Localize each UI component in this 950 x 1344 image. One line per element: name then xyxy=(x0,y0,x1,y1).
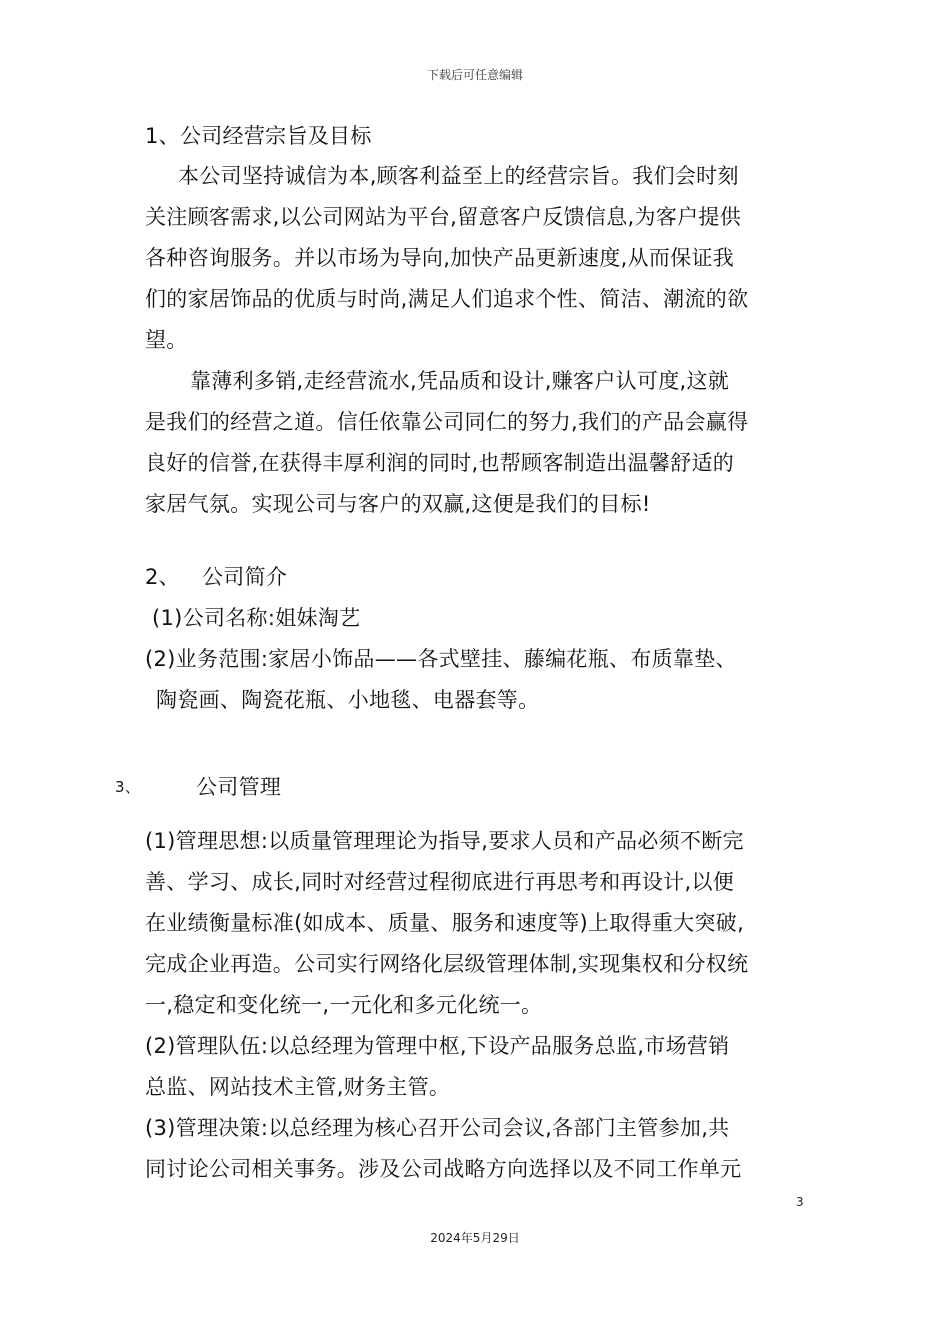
section-number: 2、 xyxy=(145,565,180,589)
paragraph-line: 是我们的经营之道。信任依靠公司同仁的努力,我们的产品会赢得 xyxy=(145,410,749,434)
paragraph-line: (1)管理思想:以质量管理理论为指导,要求人员和产品必须不断完 xyxy=(145,829,744,853)
section-number: 3、 xyxy=(115,778,141,796)
footer-date: 2024年5月29日 xyxy=(430,1231,520,1245)
paragraph-line: 总监、网站技术主管,财务主管。 xyxy=(145,1075,451,1099)
paragraph-line: 在业绩衡量标准(如成本、质量、服务和速度等)上取得重大突破, xyxy=(145,911,745,935)
paragraph-line: 家居气氛。实现公司与客户的双赢,这便是我们的目标! xyxy=(145,492,651,516)
paragraph-line: 各种咨询服务。并以市场为导向,加快产品更新速度,从而保证我 xyxy=(145,246,735,270)
paragraph-line: 良好的信誉,在获得丰厚利润的同时,也帮顾客制造出温馨舒适的 xyxy=(145,451,735,475)
paragraph-line: (2)管理队伍:以总经理为管理中枢,下设产品服务总监,市场营销 xyxy=(145,1034,730,1058)
paragraph-line: 本公司坚持诚信为本,顾客利益至上的经营宗旨。我们会时刻 xyxy=(178,164,739,188)
paragraph-line: 完成企业再造。公司实行网络化层级管理体制,实现集权和分权统 xyxy=(145,952,749,976)
section-heading: 1、公司经营宗旨及目标 xyxy=(145,124,372,148)
list-item: (2)业务范围:家居小饰品——各式壁挂、藤编花瓶、布质靠垫、 xyxy=(145,647,737,671)
paragraph-line: 关注顾客需求,以公司网站为平台,留意客户反馈信息,为客户提供 xyxy=(145,205,742,229)
page-number: 3 xyxy=(796,1195,804,1209)
list-item: (1)公司名称:姐妹淘艺 xyxy=(152,606,361,630)
page-header: 下载后可任意编辑 xyxy=(426,68,523,82)
paragraph-line: 善、学习、成长,同时对经营过程彻底进行再思考和再设计,以便 xyxy=(145,870,735,894)
paragraph-line: 望。 xyxy=(145,328,188,352)
section-heading: 公司管理 xyxy=(196,775,282,799)
paragraph-line: 一,稳定和变化统一,一元化和多元化统一。 xyxy=(145,993,543,1017)
section-heading: 公司简介 xyxy=(202,565,288,589)
paragraph-line: 靠薄利多销,走经营流水,凭品质和设计,赚客户认可度,这就 xyxy=(190,369,730,393)
paragraph-line: (3)管理决策:以总经理为核心召开公司会议,各部门主管参加,共 xyxy=(145,1116,730,1140)
paragraph-line: 同讨论公司相关事务。涉及公司战略方向选择以及不同工作单元 xyxy=(145,1157,742,1181)
paragraph-line: 们的家居饰品的优质与时尚,满足人们追求个性、简洁、潮流的欲 xyxy=(145,287,749,311)
list-item: 陶瓷画、陶瓷花瓶、小地毯、电器套等。 xyxy=(156,688,540,712)
